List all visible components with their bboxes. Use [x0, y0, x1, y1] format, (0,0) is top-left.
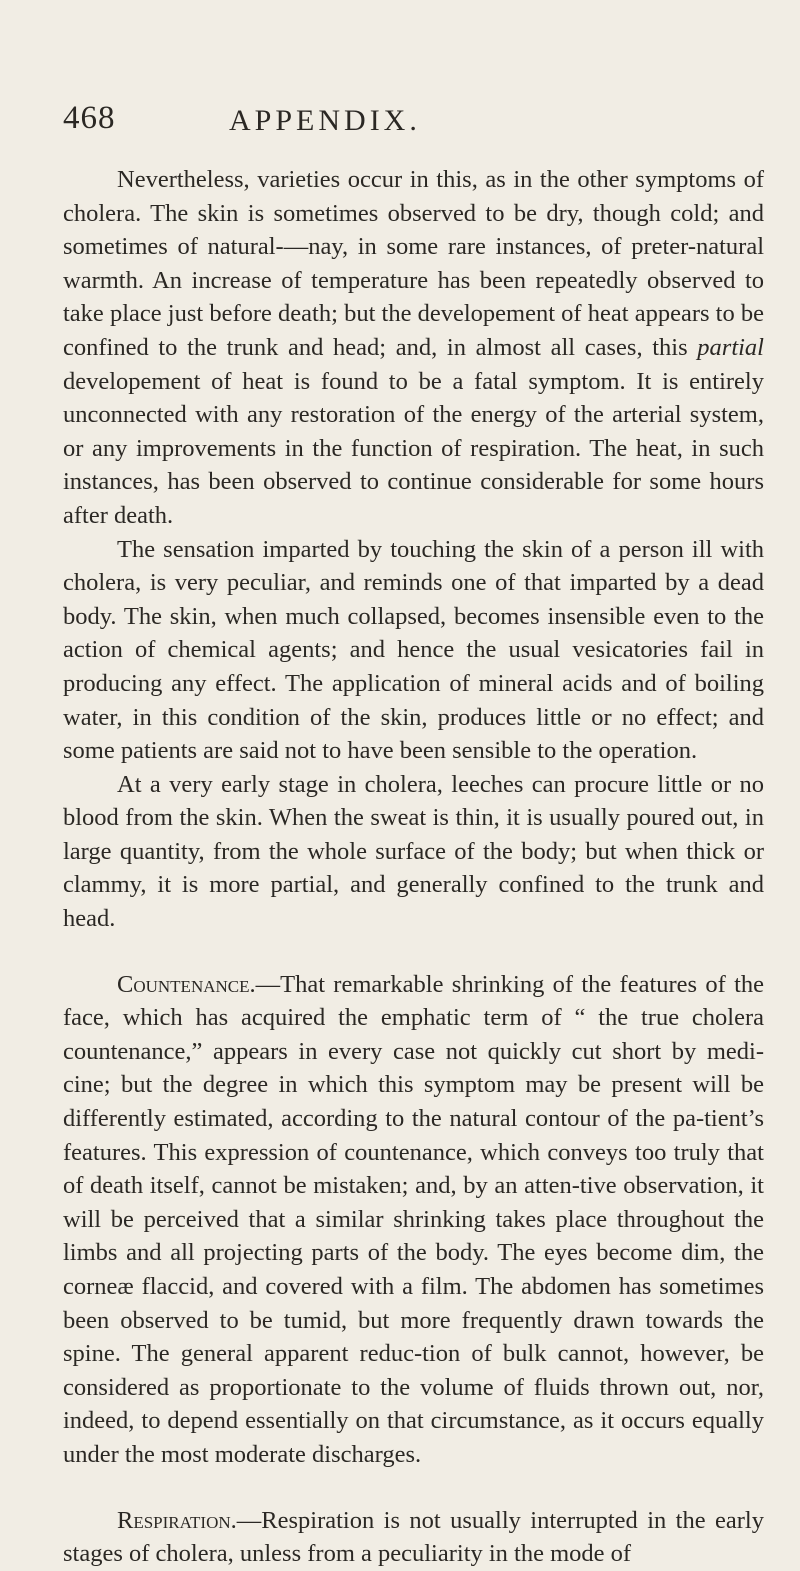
- paragraph-sensation: The sensation imparted by touching the skin of a person ill with cholera, is very peculiar, and reminds one of that imparted by a dead body. The skin, when much collapsed, becomes insensible even to the action of chemical agents; and hence the usual vesicatories fail in producing any effect. The application of mineral acids and of boiling water, in this condition of the skin, produces little or no effect; and some patients are said not to have been sensible to the operation.: [63, 535, 764, 765]
- running-head-title: APPENDIX.: [229, 104, 421, 137]
- paragraph-temperature-end: developement of heat is found to be a fatal symptom. It is entirely unconnected with any restoration of the energy of the arterial system, or any improvements in the function of respiration. The heat, in such instances, has been observed to continue considerable for some hours after death.: [63, 367, 764, 529]
- emphasis-partial: partial: [697, 333, 764, 361]
- paragraph-temperature: [63, 163, 764, 533]
- paragraph-temperature-start: Nevertheless, varieties occur in this, as in the other symptoms of cholera. The skin is sometimes observed to be dry, though cold; and sometimes of natural-—nay, in some rare instances, of preter-natural warmth. An increase of temperature has been repeatedly observed to take place just before death; but the developement of heat appears to be confined to the trunk and head; and, in almost all cases, this: [63, 166, 764, 361]
- section-countenance: [63, 968, 764, 1472]
- section-heading-respiration: Respiration.: [117, 1506, 237, 1534]
- section-text-respiration: —Respiration is not usually interrupted in the early stages of cholera, unless from a peculiarity in the mode of: [63, 1506, 764, 1568]
- page-number: 468: [63, 100, 116, 136]
- section-text-countenance: —That remarkable shrinking of the features of the face, which has acquired the emphatic term of “ the true cholera countenance,” appears in every case not quickly cut short by medi-cine; but the degree in which this symptom may be present will be differently estimated, according to the natural contour of the pa-tient’s features. This expression of countenance, which conveys too truly that of death itself, cannot be mistaken; and, by an atten-tive observation, it will be perceived that a similar shrinking takes place throughout the limbs and all projecting parts of the body. The eyes become dim, the corneæ flaccid, and covered with a film. The abdomen has sometimes been observed to be tumid, but more frequently drawn towards the spine. The general apparent reduc-tion of bulk cannot, however, be considered as proportionate to the volume of fluids thrown out, nor, indeed, to depend essentially on that circumstance, as it occurs equally under the most moderate discharges.: [63, 970, 764, 1468]
- body-text: [63, 163, 764, 1571]
- section-heading-countenance: Countenance.: [117, 970, 256, 998]
- section-respiration: [63, 1504, 764, 1571]
- paragraph-leeches: At a very early stage in cholera, leeches can procure little or no blood from the skin. When the sweat is thin, it is usually poured out, in large quantity, from the whole surface of the body; but when thick or clammy, it is more partial, and generally confined to the trunk and head.: [63, 770, 764, 933]
- running-head: [63, 100, 764, 150]
